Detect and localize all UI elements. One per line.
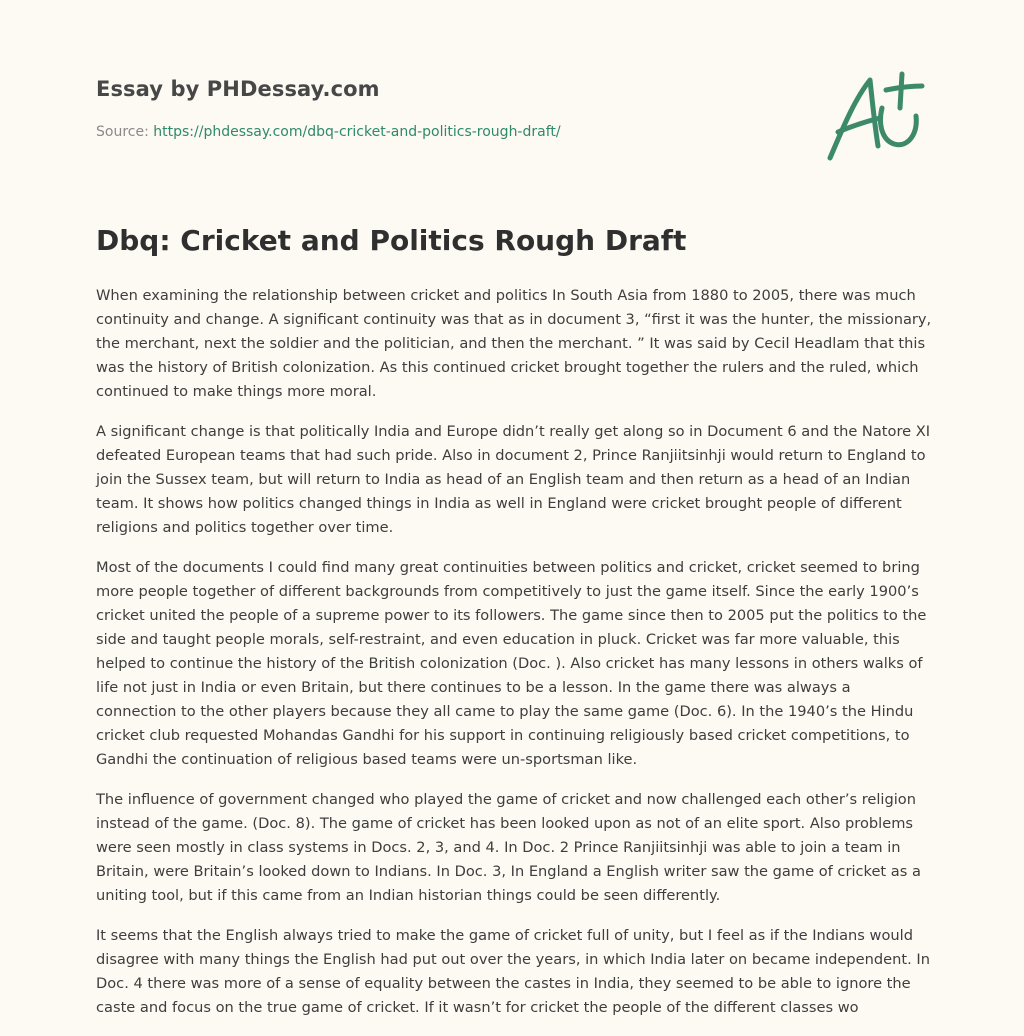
essay-paragraph: When examining the relationship between cricket and politics In South Asia from 1880 to 2005, there was much continuity and change. A significant continuity was that as in document 3, “first it was the hunter, the missionary, the merchant, next the soldier and the politician, and then the merchant. ” It was said by Cecil Headlam that this was the history of British colonization. As this continued cricket brought together the rulers and the ruled, which continued to make things more moral. [96, 287, 932, 400]
page-header [96, 0, 932, 200]
essay-paragraph: Most of the documents I could find many great continuities between politics and cricket, cricket seemed to bring more people together of different backgrounds from competitively to just the game itself. Since the early 1900’s cricket united the people of a supreme power to its followers. The game since then to 2005 put the politics to the side and taught people morals, self-restraint, and even education in pluck. Cricket was far more valuable, this helped to continue the history of the British colonization (Doc. ). Also cricket has many lessons in others walks of life not just in India or even Britain, but there continues to be a lesson. In the game there was always a connection to the other players because they all came to play the same game (Doc. 6). In the 1940’s the Hindu cricket club requested Mohandas Gandhi for his support in continuing religiously based cricket competitions, to Gandhi the continuation of religious based teams were un-sportsman like. [96, 559, 927, 768]
essay-paragraph: A significant change is that politically India and Europe didn’t really get along so in Document 6 and the Natore XI defeated European teams that had such pride. Also in document 2, Prince Ranjiitsinhji would return to England to join the Sussex team, but will return to India as head of an English team and then return as a head of an Indian team. It shows how politics changed things in India as well in England were cricket brought people of different religions and politics together over time. [96, 423, 931, 536]
essay-body [96, 284, 932, 1036]
essay-title: Dbq: Cricket and Politics Rough Draft [96, 224, 687, 257]
brand-title: Essay by PHDessay.com [96, 77, 380, 101]
source-link[interactable]: https://phdessay.com/dbq-cricket-and-politics-rough-draft/ [153, 124, 561, 140]
a-plus-logo-icon [824, 68, 928, 164]
essay-paragraph: It seems that the English always tried to make the game of cricket full of unity, but I feel as if the Indians would disagree with many things the English had put out over the years, in which India later on became independent. In Doc. 4 there was more of a sense of equality between the castes in India, they seemed to be able to ignore the caste and focus on the true game of cricket. If it wasn’t for cricket the people of the different classes wo [96, 927, 930, 1016]
source-line [96, 124, 561, 140]
essay-paragraph: The influence of government changed who played the game of cricket and now challenged each other’s religion instead of the game. (Doc. 8). The game of cricket has been looked upon as not of an elite sport. Also problems were seen mostly in class systems in Docs. 2, 3, and 4. In Doc. 2 Prince Ranjiitsinhji was able to join a team in Britain, were Britain’s looked down to Indians. In Doc. 3, In England a English writer saw the game of cricket as a uniting tool, but if this came from an Indian historian things could be seen differently. [96, 791, 921, 904]
source-label: Source: [96, 124, 154, 140]
essay-page [96, 0, 932, 1016]
